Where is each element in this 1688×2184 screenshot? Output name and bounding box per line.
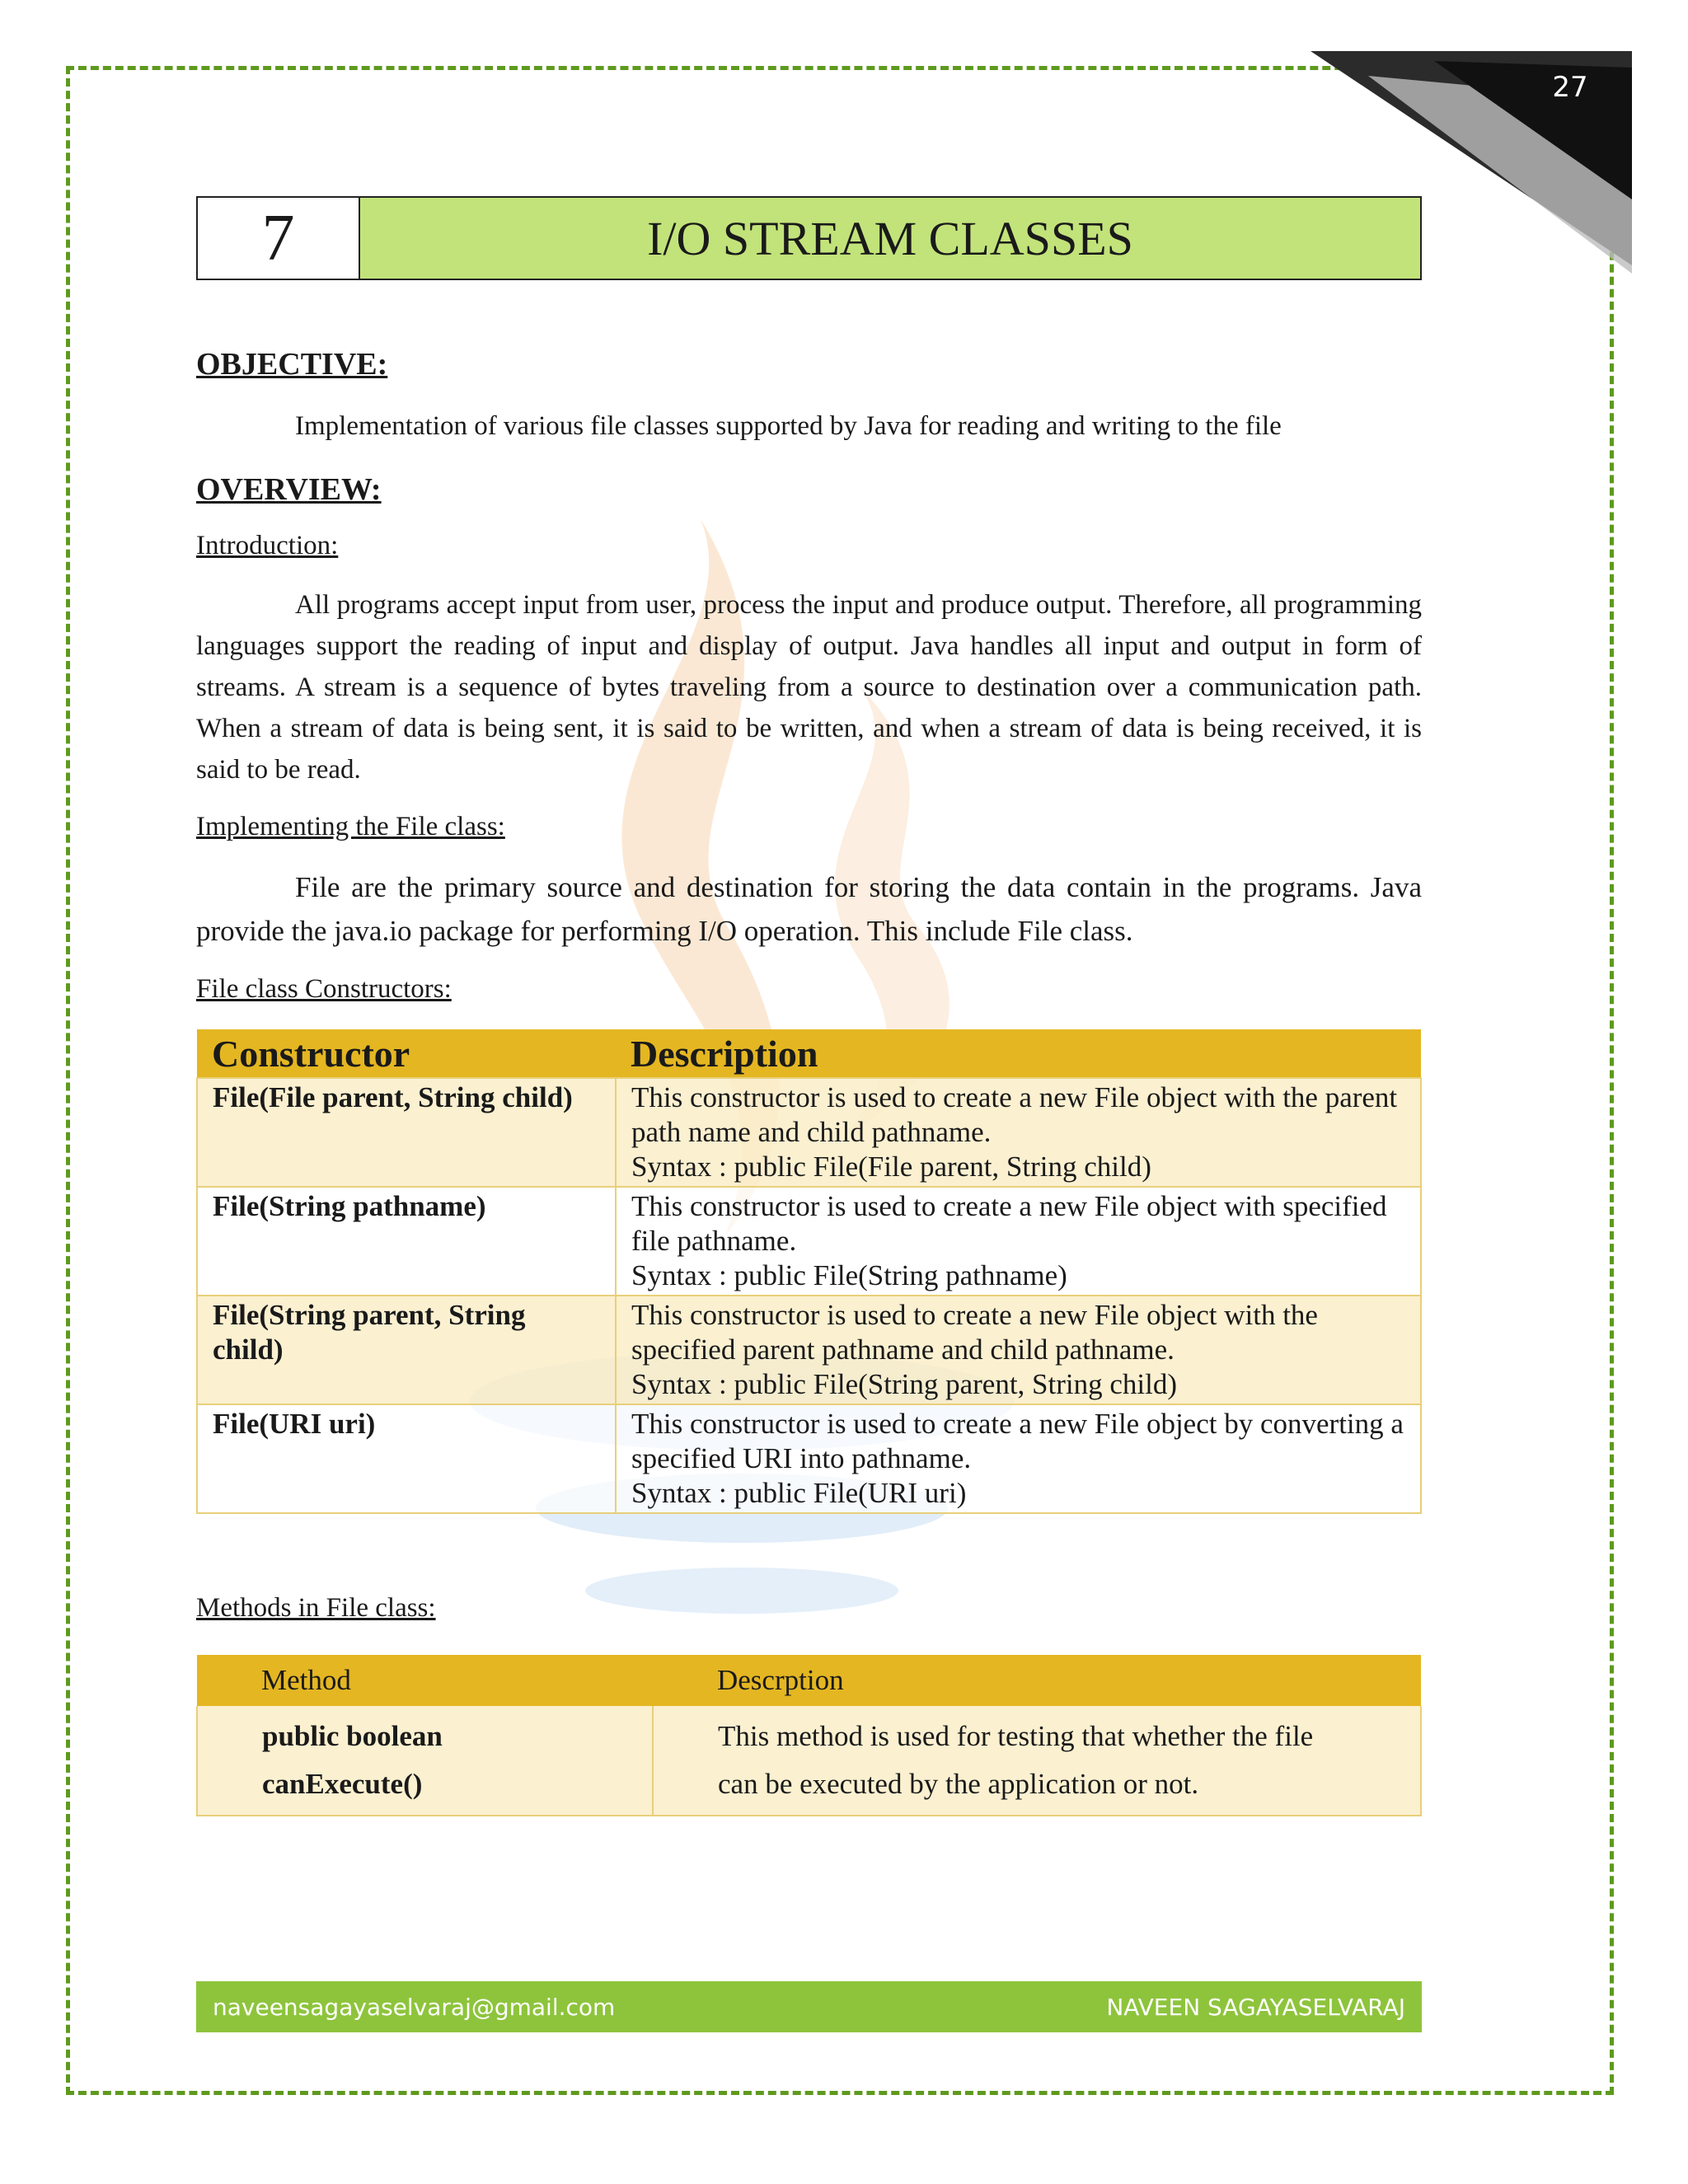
table-row (197, 1187, 1421, 1296)
table-row (197, 1078, 1421, 1187)
table-row (197, 1706, 1421, 1816)
table-row (197, 1296, 1421, 1404)
methods-heading: Methods in File class: (196, 1593, 436, 1623)
table-header: Descrption (653, 1655, 1421, 1706)
table-header: Method (197, 1655, 653, 1706)
footer-author: NAVEEN SAGAYASELVARAJ (1106, 1993, 1405, 2021)
table-row (197, 1404, 1421, 1513)
table-header: Description (616, 1029, 1421, 1078)
constructor-cell: File(URI uri) (197, 1404, 616, 1513)
objective-heading: OBJECTIVE: (196, 347, 388, 382)
description-cell (616, 1078, 1421, 1187)
introduction-heading: Introduction: (196, 531, 339, 560)
page-footer (196, 1981, 1422, 2032)
constructors-table (196, 1029, 1422, 1514)
description-text: This constructor is used to create a new File object with the parent path name and child pathname. (631, 1081, 1398, 1148)
file-class-text: File are the primary source and destination for storing the data contain in the programs. Java provide the java.io package for performing I/O operation. This include File class. (196, 871, 1422, 947)
syntax-text: Syntax : public File(File parent, String child) (631, 1151, 1151, 1183)
chapter-title: I/O STREAM CLASSES (360, 198, 1420, 279)
syntax-text: Syntax : public File(String pathname) (631, 1259, 1067, 1291)
description-text: This constructor is used to create a new File object with the specified parent pathname and child pathname. (631, 1299, 1318, 1366)
methods-table (196, 1655, 1422, 1816)
description-cell (616, 1187, 1421, 1296)
constructor-cell: File(String pathname) (197, 1187, 616, 1296)
page-number: 27 (1552, 71, 1588, 104)
footer-email: naveensagayaselvaraj@gmail.com (213, 1993, 616, 2021)
overview-heading: OVERVIEW: (196, 472, 382, 507)
description-cell (616, 1404, 1421, 1513)
syntax-text: Syntax : public File(String parent, String child) (631, 1368, 1178, 1400)
description-cell: This method is used for testing that whether the file can be executed by the application or not. (653, 1706, 1421, 1816)
chapter-number: 7 (198, 198, 360, 279)
objective-text: Implementation of various file classes supported by Java for reading and writing to the file (295, 411, 1282, 441)
constructors-heading: File class Constructors: (196, 974, 452, 1004)
method-cell: public boolean canExecute() (197, 1706, 653, 1816)
main-content (196, 346, 1422, 1816)
file-class-heading: Implementing the File class: (196, 812, 505, 841)
syntax-text: Syntax : public File(URI uri) (631, 1477, 967, 1509)
introduction-text: All programs accept input from user, process the input and produce output. Therefore, all programming languages support the reading of input and display of output. Java handles all input and output in form of streams. A stream is a sequence of bytes traveling from a source to destination over a communication path. When a stream of data is being sent, it is said to be written, and when a stream of data is being received, it is said to be read. (196, 590, 1422, 785)
chapter-header (196, 196, 1422, 280)
description-text: This constructor is used to create a new File object with specified file pathname. (631, 1190, 1387, 1257)
table-header: Constructor (197, 1029, 616, 1078)
description-cell (616, 1296, 1421, 1404)
description-text: This constructor is used to create a new File object by converting a specified URI into pathname. (631, 1408, 1404, 1474)
constructor-cell: File(File parent, String child) (197, 1078, 616, 1187)
constructor-cell: File(String parent, String child) (197, 1296, 616, 1404)
